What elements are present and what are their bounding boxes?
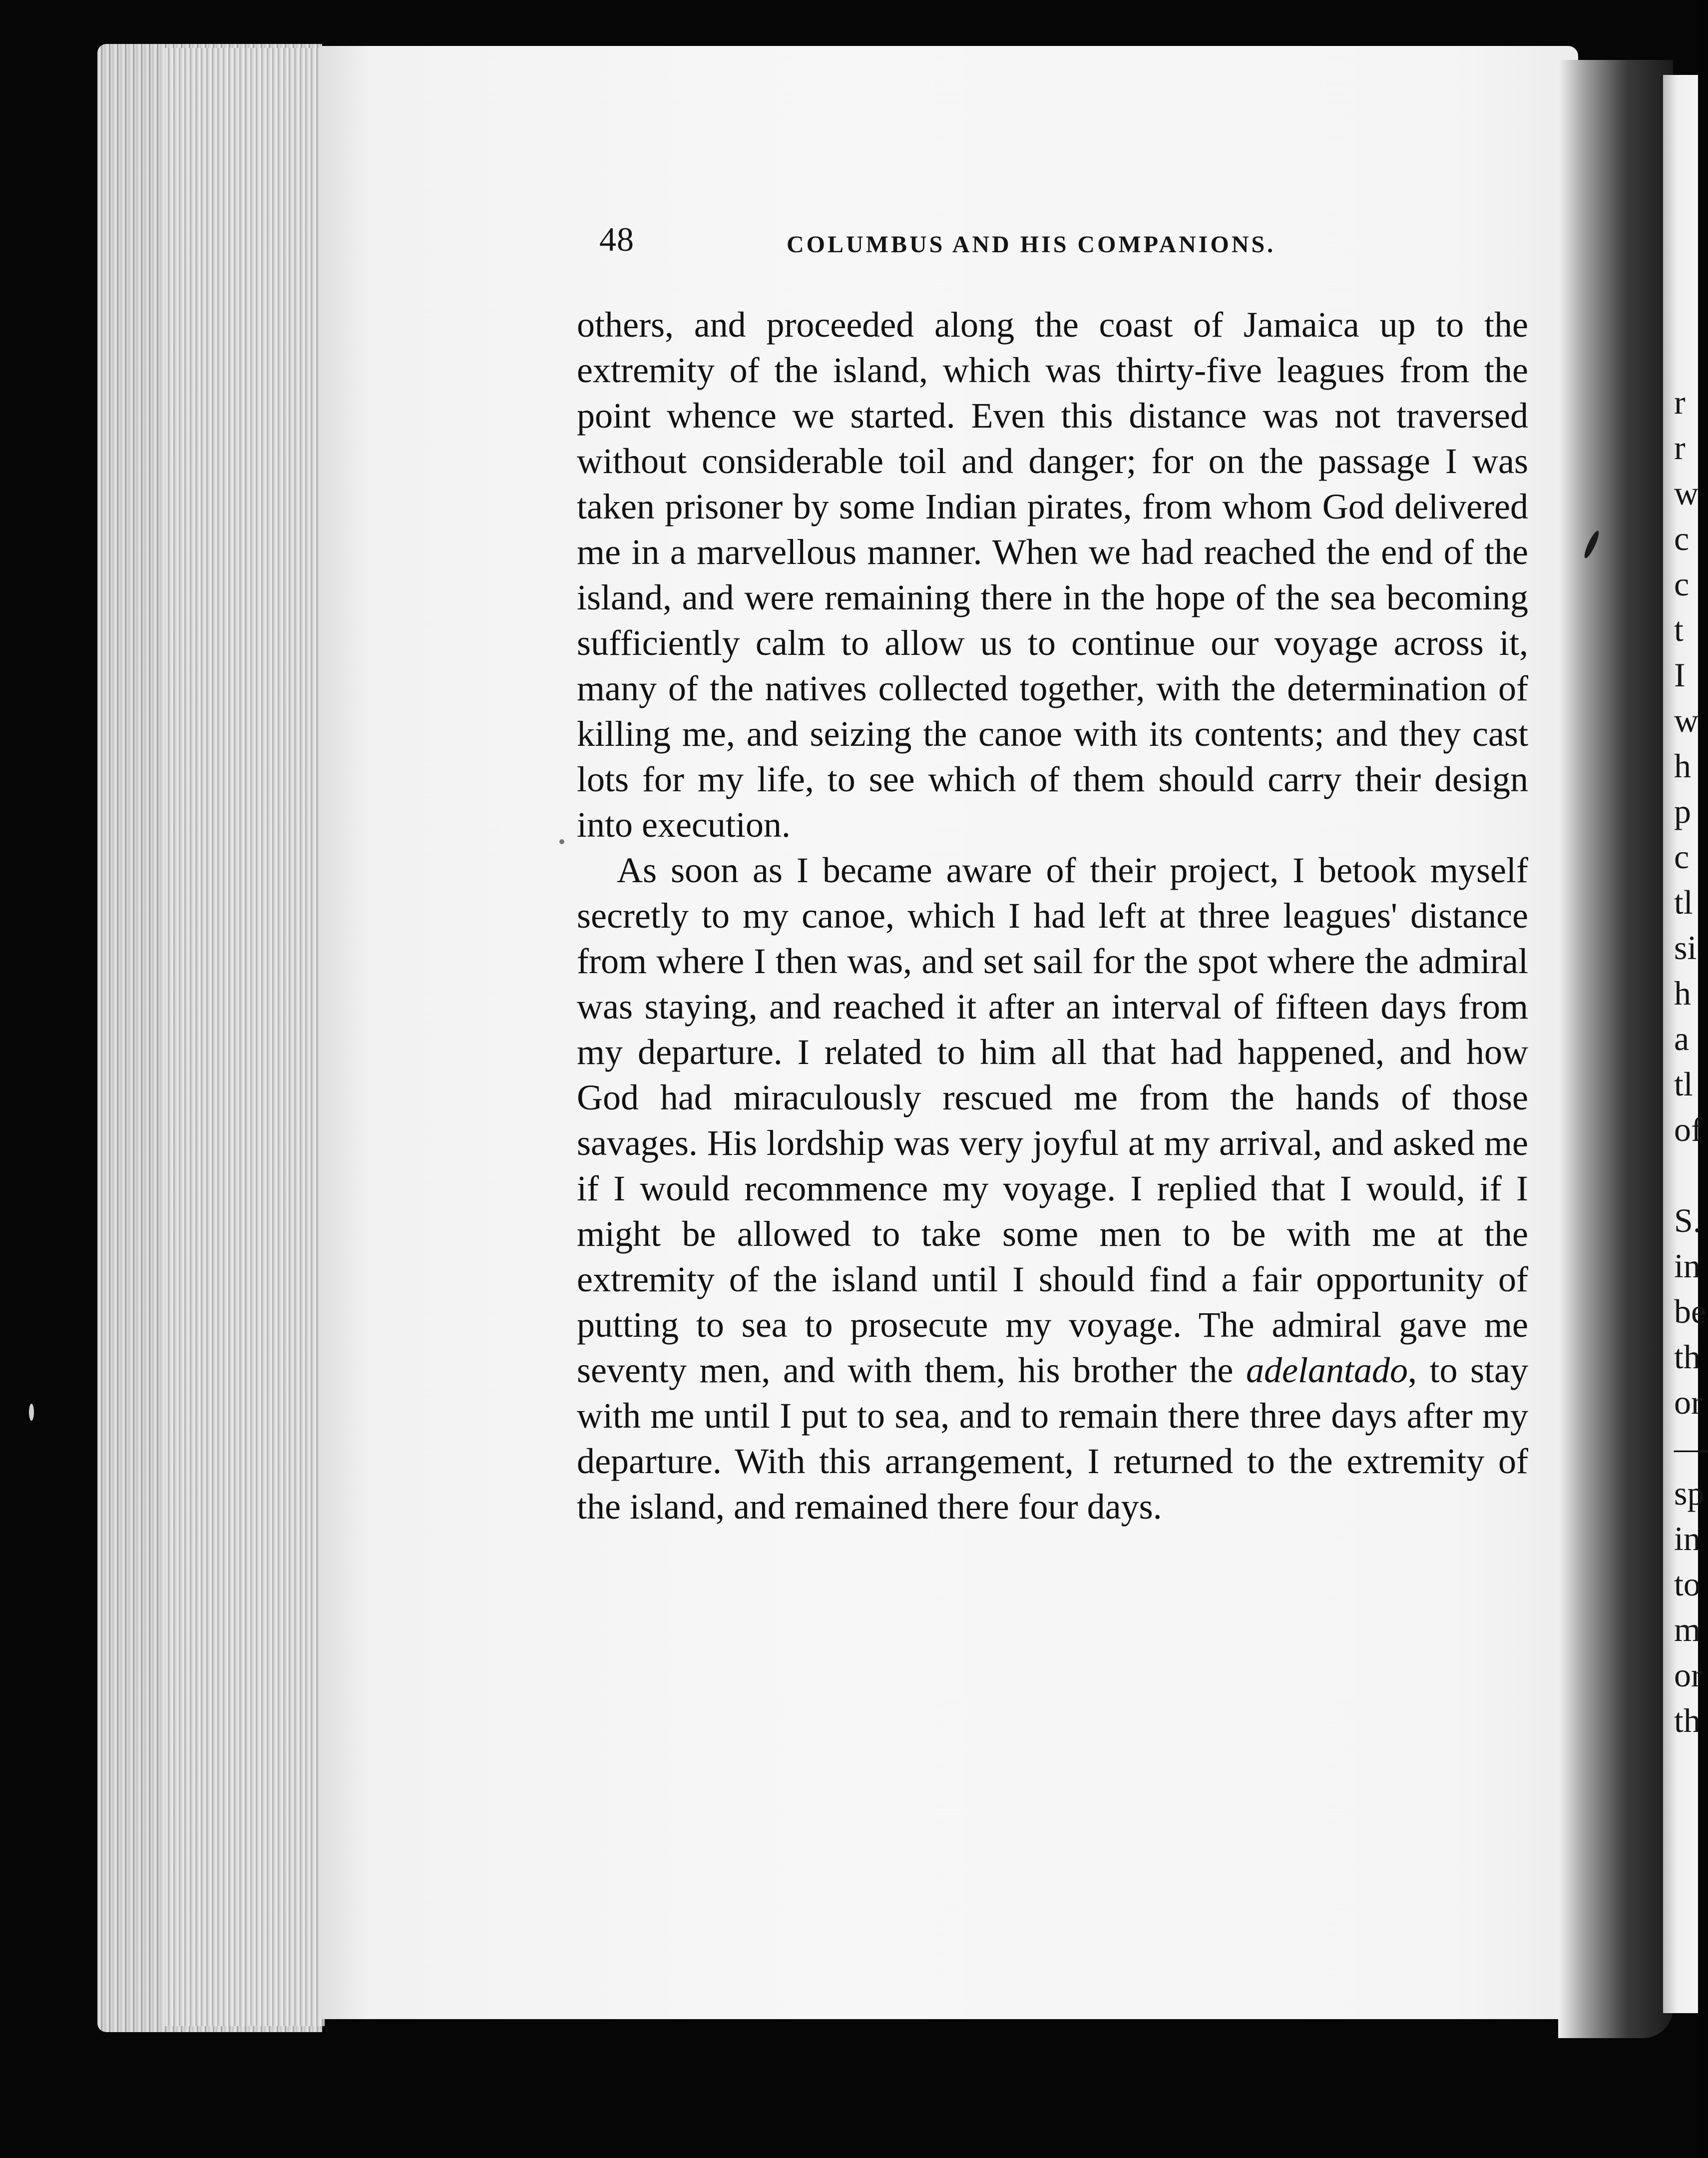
scan-speck: [29, 1404, 34, 1421]
facing-line: w: [1674, 474, 1699, 512]
facing-line: S.: [1674, 1201, 1702, 1239]
facing-line: c: [1674, 838, 1690, 876]
facing-line: h: [1674, 974, 1691, 1012]
running-head: [577, 220, 1528, 275]
running-head-title: COLUMBUS AND HIS COMPANIONS.: [787, 231, 1276, 258]
facing-line: t: [1674, 610, 1684, 648]
facing-line: in: [1674, 1247, 1701, 1285]
paragraph-2: [577, 848, 1528, 1530]
book-gutter: [1558, 60, 1673, 2038]
scan-speck: [559, 839, 564, 844]
page-edges-inner: [165, 48, 325, 2026]
facing-line: of: [1674, 1110, 1703, 1148]
facing-line: r: [1674, 429, 1686, 467]
facing-line: h: [1674, 747, 1691, 785]
paragraph-1: [577, 302, 1528, 848]
facing-line: r: [1674, 383, 1686, 421]
paragraph-1-text: others, and proceeded along the coast of Jamaica up to the extremity of the island, which was thirty-five leagues from the point whence we started. Even this distance was not traversed without considerable toil and danger; for on the passage I was taken prisoner by some Indian pirates, from whom God delivered me in a marvellous manner. When we had reached the end of the island, and were remaining there in the hope of the sea becoming sufficiently calm to allow us to continue our voyage across it, many of the natives collected together, with the determination of killing me, and seizing the canoe with its contents; and they cast lots for my life, to see which of them should carry their design into execution.: [577, 305, 1528, 845]
facing-line: th: [1674, 1338, 1701, 1376]
facing-line: si: [1674, 929, 1697, 967]
paragraph-2-emphasis: adelantado: [1246, 1350, 1408, 1390]
facing-line: in: [1674, 1520, 1701, 1558]
facing-line: or: [1674, 1383, 1703, 1421]
body-text: [577, 302, 1528, 1530]
page-content: [577, 220, 1528, 1530]
facing-line: sp: [1674, 1474, 1705, 1512]
paragraph-2-text-before: As soon as I became aware of their project, I betook myself secretly to my canoe, which I had left at three leagues' distance from where I then was, and set sail for the spot where the admiral was staying, and reached it after an interval of fifteen days from my departure. I related to him all that had happened, and how God had miraculously rescued me from the hands of those savages. His lordship was very joyful at my arrival, and asked me if I would recommence my voyage. I replied that I would, if I might be allowed to take some men to be with me at the extremity of the island until I should find a fair opportunity of putting to sea to prosecute my voyage. The admiral gave me seventy men, and with them, his brother the: [577, 850, 1528, 1390]
facing-line: m: [1674, 1611, 1701, 1648]
facing-line: [1674, 1152, 1708, 1198]
facing-line: c: [1674, 565, 1690, 603]
facing-line: —: [1674, 1429, 1708, 1467]
facing-page-fragment: [1674, 380, 1708, 1743]
facing-line: th: [1674, 1701, 1701, 1739]
facing-line: be: [1674, 1292, 1707, 1330]
facing-line: tl: [1674, 883, 1693, 921]
facing-line: to: [1674, 1565, 1701, 1603]
facing-line: p: [1674, 792, 1691, 830]
facing-line: tl: [1674, 1065, 1693, 1103]
facing-line: or: [1674, 1656, 1703, 1694]
paragraph-2-text-after: , to stay with me until I put to sea, and to remain there three days after my departure. With this arrangement, I returned to the extremity of the island, and remained there four days.: [577, 1350, 1528, 1527]
facing-line: c: [1674, 520, 1690, 557]
facing-line: w: [1674, 701, 1699, 739]
facing-line: a: [1674, 1020, 1690, 1058]
page-number: 48: [599, 220, 634, 258]
facing-line: I: [1674, 656, 1686, 694]
